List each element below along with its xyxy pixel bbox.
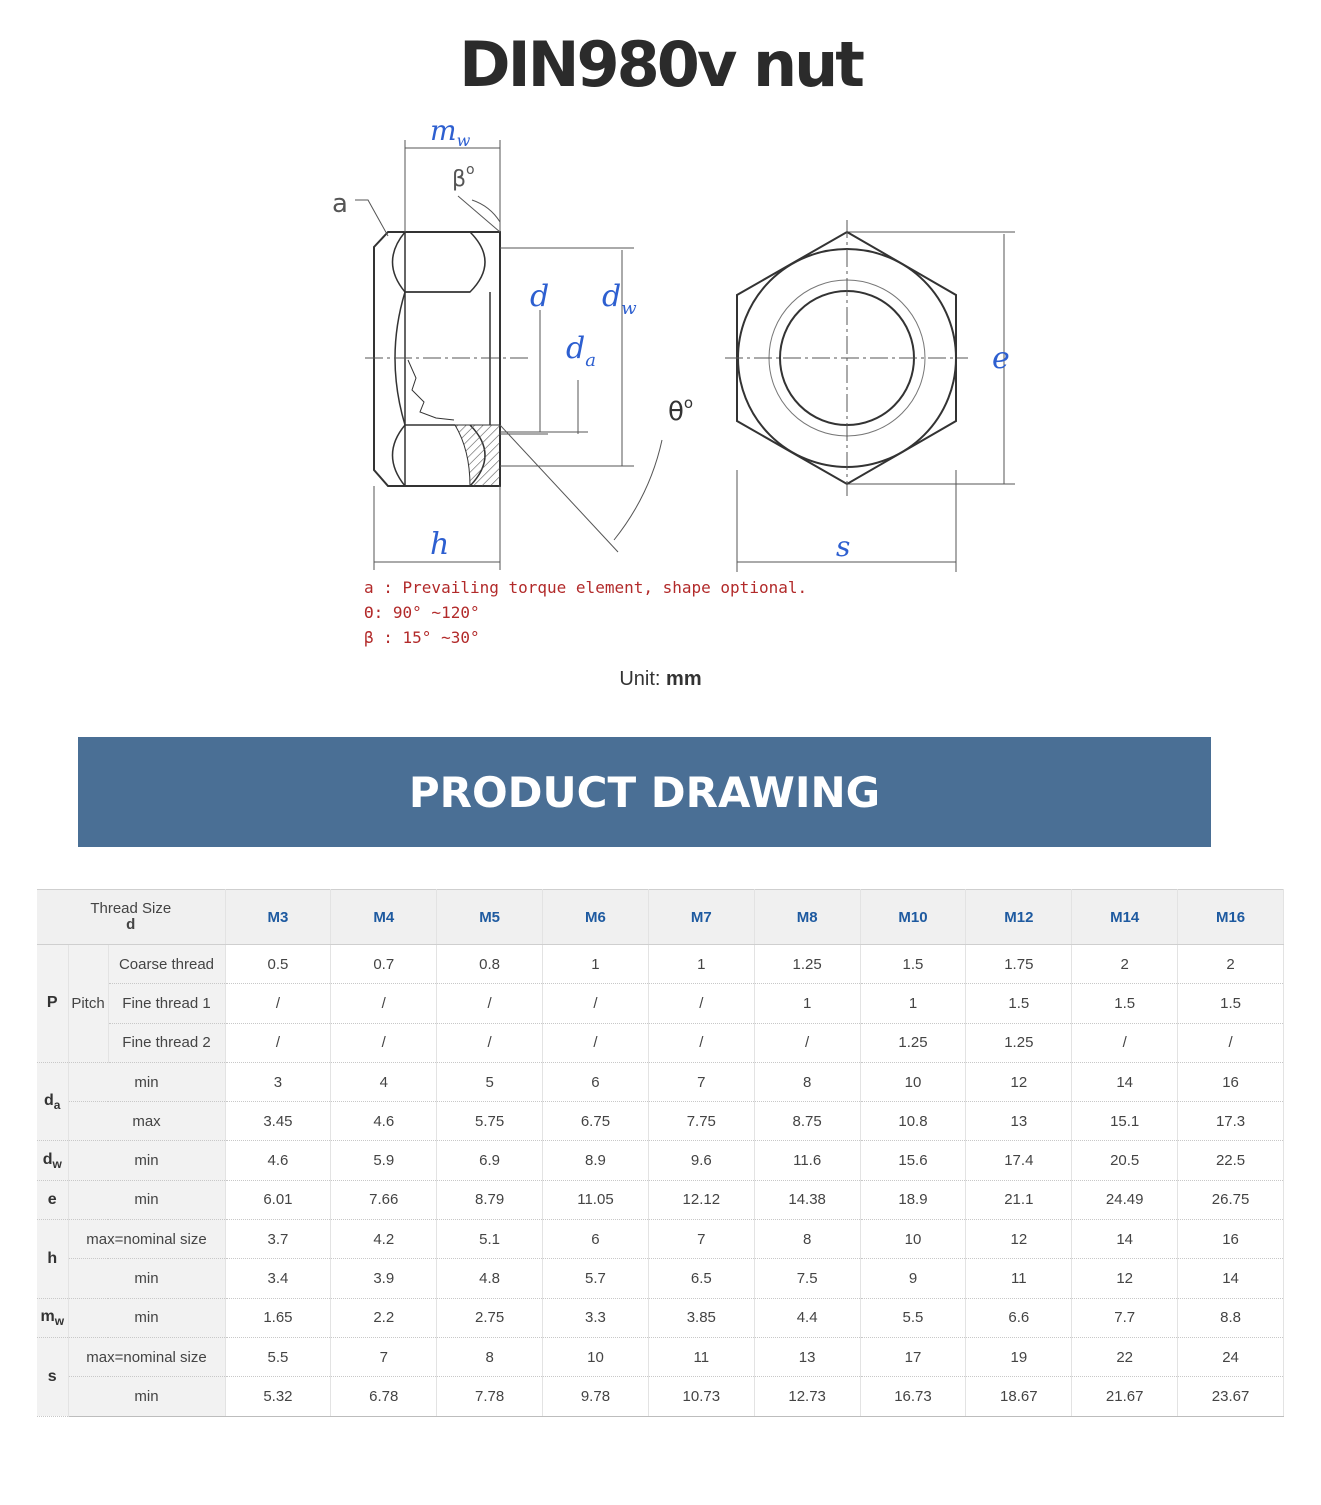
value-cell: 3.85 <box>648 1298 754 1337</box>
value-cell: 10 <box>860 1062 966 1101</box>
value-cell: 4.2 <box>331 1220 437 1259</box>
value-cell: 5.1 <box>437 1220 543 1259</box>
value-cell: / <box>543 1023 649 1062</box>
value-cell: 21.67 <box>1072 1377 1178 1416</box>
value-cell: / <box>1072 1023 1178 1062</box>
value-cell: 20.5 <box>1072 1141 1178 1180</box>
value-cell: 12 <box>966 1062 1072 1101</box>
value-cell: 1.25 <box>860 1023 966 1062</box>
value-cell: / <box>437 984 543 1023</box>
unit-value: mm <box>666 668 702 690</box>
s-label: s <box>836 530 851 563</box>
value-cell: 17 <box>860 1337 966 1376</box>
value-cell: 0.8 <box>437 945 543 984</box>
side-view <box>374 232 500 486</box>
value-cell: 3.4 <box>225 1259 331 1298</box>
value-cell: 1.25 <box>754 945 860 984</box>
value-cell: 14.38 <box>754 1180 860 1219</box>
value-cell: 6 <box>543 1062 649 1101</box>
value-cell: 8.8 <box>1178 1298 1284 1337</box>
value-cell: 2 <box>1178 945 1284 984</box>
size-header: M4 <box>331 890 437 945</box>
value-cell: 11.6 <box>754 1141 860 1180</box>
page-title: DIN980v nut <box>459 28 862 101</box>
size-header: M7 <box>648 890 754 945</box>
value-cell: 7 <box>331 1337 437 1376</box>
mw-label: $m_w$ <box>430 114 471 150</box>
value-cell: 6.75 <box>543 1102 649 1141</box>
value-cell: 7.5 <box>754 1259 860 1298</box>
value-cell: 3 <box>225 1062 331 1101</box>
value-cell: 5 <box>437 1062 543 1101</box>
size-header: M10 <box>860 890 966 945</box>
top-view <box>725 220 968 496</box>
value-cell: 7.75 <box>648 1102 754 1141</box>
row-label: max=nominal size <box>68 1220 225 1259</box>
value-cell: 1 <box>543 945 649 984</box>
value-cell: 21.1 <box>966 1180 1072 1219</box>
size-header: M3 <box>225 890 331 945</box>
value-cell: 3.3 <box>543 1298 649 1337</box>
value-cell: 3.45 <box>225 1102 331 1141</box>
value-cell: 1 <box>860 984 966 1023</box>
unit-caption <box>0 668 1321 691</box>
value-cell: 18.9 <box>860 1180 966 1219</box>
spec-table <box>37 889 1284 1417</box>
d-label: d <box>530 279 550 314</box>
value-cell: 14 <box>1072 1220 1178 1259</box>
value-cell: / <box>1178 1023 1284 1062</box>
value-cell: 16 <box>1178 1220 1284 1259</box>
row-symbol-mw: $m_w$ <box>37 1298 68 1337</box>
row-label: Fine thread 2 <box>108 1023 225 1062</box>
size-header: M12 <box>966 890 1072 945</box>
value-cell: 15.1 <box>1072 1102 1178 1141</box>
dimension-lines <box>355 140 1015 572</box>
e-label: e <box>992 341 1010 376</box>
value-cell: 12.73 <box>754 1377 860 1416</box>
value-cell: 5.5 <box>860 1298 966 1337</box>
value-cell: / <box>648 984 754 1023</box>
value-cell: / <box>437 1023 543 1062</box>
table-row <box>37 1062 1284 1101</box>
value-cell: 1.65 <box>225 1298 331 1337</box>
value-cell: 10.8 <box>860 1102 966 1141</box>
row-label: min <box>68 1062 225 1101</box>
row-label: max <box>68 1102 225 1141</box>
value-cell: 1.25 <box>966 1023 1072 1062</box>
value-cell: 8 <box>437 1337 543 1376</box>
value-cell: 1.75 <box>966 945 1072 984</box>
table-row <box>37 984 1284 1023</box>
row-symbol-dw: $d_w$ <box>37 1141 68 1180</box>
beta-label: $\beta^o$ <box>452 162 475 192</box>
value-cell: 4.4 <box>754 1298 860 1337</box>
table-row <box>37 1141 1284 1180</box>
size-header: M6 <box>543 890 649 945</box>
value-cell: 12 <box>1072 1259 1178 1298</box>
value-cell: 4.8 <box>437 1259 543 1298</box>
value-cell: 4 <box>331 1062 437 1101</box>
value-cell: / <box>225 984 331 1023</box>
value-cell: 15.6 <box>860 1141 966 1180</box>
value-cell: 2 <box>1072 945 1178 984</box>
value-cell: 19 <box>966 1337 1072 1376</box>
value-cell: / <box>331 1023 437 1062</box>
value-cell: 14 <box>1178 1259 1284 1298</box>
value-cell: / <box>754 1023 860 1062</box>
row-symbol-p: P <box>37 945 68 1063</box>
value-cell: 17.3 <box>1178 1102 1284 1141</box>
size-header: M8 <box>754 890 860 945</box>
value-cell: 1.5 <box>1178 984 1284 1023</box>
value-cell: 5.7 <box>543 1259 649 1298</box>
value-cell: 26.75 <box>1178 1180 1284 1219</box>
table-row <box>37 1298 1284 1337</box>
value-cell: 5.5 <box>225 1337 331 1376</box>
row-label: min <box>68 1298 225 1337</box>
value-cell: 2.2 <box>331 1298 437 1337</box>
value-cell: 8.75 <box>754 1102 860 1141</box>
value-cell: 9.78 <box>543 1377 649 1416</box>
value-cell: 1.5 <box>966 984 1072 1023</box>
value-cell: 17.4 <box>966 1141 1072 1180</box>
value-cell: 16 <box>1178 1062 1284 1101</box>
h-label: h <box>430 527 450 562</box>
row-label: min <box>68 1180 225 1219</box>
row-symbol-h: h <box>37 1220 68 1299</box>
theta-label: $\theta^o$ <box>668 394 694 427</box>
da-label: $d_a$ <box>566 331 596 371</box>
table-row <box>37 1220 1284 1259</box>
table-row <box>37 945 1284 984</box>
value-cell: 6.9 <box>437 1141 543 1180</box>
value-cell: / <box>543 984 649 1023</box>
value-cell: 5.9 <box>331 1141 437 1180</box>
value-cell: 3.7 <box>225 1220 331 1259</box>
value-cell: 13 <box>966 1102 1072 1141</box>
value-cell: 24 <box>1178 1337 1284 1376</box>
value-cell: 12 <box>966 1220 1072 1259</box>
value-cell: 5.32 <box>225 1377 331 1416</box>
value-cell: 13 <box>754 1337 860 1376</box>
value-cell: 7.78 <box>437 1377 543 1416</box>
value-cell: 10.73 <box>648 1377 754 1416</box>
value-cell: 11.05 <box>543 1180 649 1219</box>
section-banner <box>78 737 1211 847</box>
value-cell: 7.7 <box>1072 1298 1178 1337</box>
value-cell: 9 <box>860 1259 966 1298</box>
row-label: Coarse thread <box>108 945 225 984</box>
value-cell: 1 <box>648 945 754 984</box>
value-cell: / <box>648 1023 754 1062</box>
value-cell: 3.9 <box>331 1259 437 1298</box>
value-cell: / <box>331 984 437 1023</box>
value-cell: 6.01 <box>225 1180 331 1219</box>
a-label: a <box>332 189 348 219</box>
table-row <box>37 1180 1284 1219</box>
note-line: Θ: 90° ~120° <box>364 603 480 622</box>
value-cell: 4.6 <box>331 1102 437 1141</box>
table-header-row <box>37 890 1284 945</box>
table-row <box>37 1023 1284 1062</box>
value-cell: 12.12 <box>648 1180 754 1219</box>
drawing-notes <box>364 578 807 647</box>
table-row <box>37 1377 1284 1416</box>
value-cell: 6.78 <box>331 1377 437 1416</box>
row-pitch-label: Pitch <box>68 945 108 1063</box>
banner-title: PRODUCT DRAWING <box>408 767 881 817</box>
value-cell: 4.6 <box>225 1141 331 1180</box>
value-cell: 10 <box>543 1337 649 1376</box>
row-label: min <box>68 1141 225 1180</box>
value-cell: 1.5 <box>1072 984 1178 1023</box>
value-cell: 10 <box>860 1220 966 1259</box>
value-cell: 8.9 <box>543 1141 649 1180</box>
value-cell: 7.66 <box>331 1180 437 1219</box>
value-cell: 18.67 <box>966 1377 1072 1416</box>
value-cell: 23.67 <box>1178 1377 1284 1416</box>
value-cell: 6.6 <box>966 1298 1072 1337</box>
value-cell: 8 <box>754 1062 860 1101</box>
table-row <box>37 1337 1284 1376</box>
value-cell: 8 <box>754 1220 860 1259</box>
note-line: a : Prevailing torque element, shape optional. <box>364 578 808 597</box>
value-cell: 6 <box>543 1220 649 1259</box>
row-symbol-e: e <box>37 1180 68 1219</box>
value-cell: 11 <box>648 1337 754 1376</box>
table-row <box>37 1102 1284 1141</box>
table-row <box>37 1259 1284 1298</box>
size-header: M16 <box>1178 890 1284 945</box>
value-cell: / <box>225 1023 331 1062</box>
value-cell: 8.79 <box>437 1180 543 1219</box>
value-cell: 6.5 <box>648 1259 754 1298</box>
value-cell: 11 <box>966 1259 1072 1298</box>
nut-technical-drawing <box>300 110 1120 670</box>
value-cell: 7 <box>648 1220 754 1259</box>
value-cell: 24.49 <box>1072 1180 1178 1219</box>
row-symbol-da: $d_a$ <box>37 1062 68 1141</box>
size-header: M5 <box>437 890 543 945</box>
value-cell: 1 <box>754 984 860 1023</box>
value-cell: 5.75 <box>437 1102 543 1141</box>
dw-label: $d_w$ <box>602 279 637 319</box>
note-line: β : 15° ~30° <box>364 628 480 647</box>
row-label: min <box>68 1377 225 1416</box>
value-cell: 9.6 <box>648 1141 754 1180</box>
row-symbol-s: s <box>37 1337 68 1416</box>
value-cell: 22 <box>1072 1337 1178 1376</box>
value-cell: 14 <box>1072 1062 1178 1101</box>
value-cell: 1.5 <box>860 945 966 984</box>
row-label: max=nominal size <box>68 1337 225 1376</box>
size-header: M14 <box>1072 890 1178 945</box>
value-cell: 2.75 <box>437 1298 543 1337</box>
value-cell: 0.5 <box>225 945 331 984</box>
row-label: Fine thread 1 <box>108 984 225 1023</box>
value-cell: 16.73 <box>860 1377 966 1416</box>
thread-size-header: Thread Size d <box>37 890 225 945</box>
unit-label: Unit: <box>619 668 661 690</box>
value-cell: 7 <box>648 1062 754 1101</box>
value-cell: 0.7 <box>331 945 437 984</box>
row-label: min <box>68 1259 225 1298</box>
value-cell: 22.5 <box>1178 1141 1284 1180</box>
